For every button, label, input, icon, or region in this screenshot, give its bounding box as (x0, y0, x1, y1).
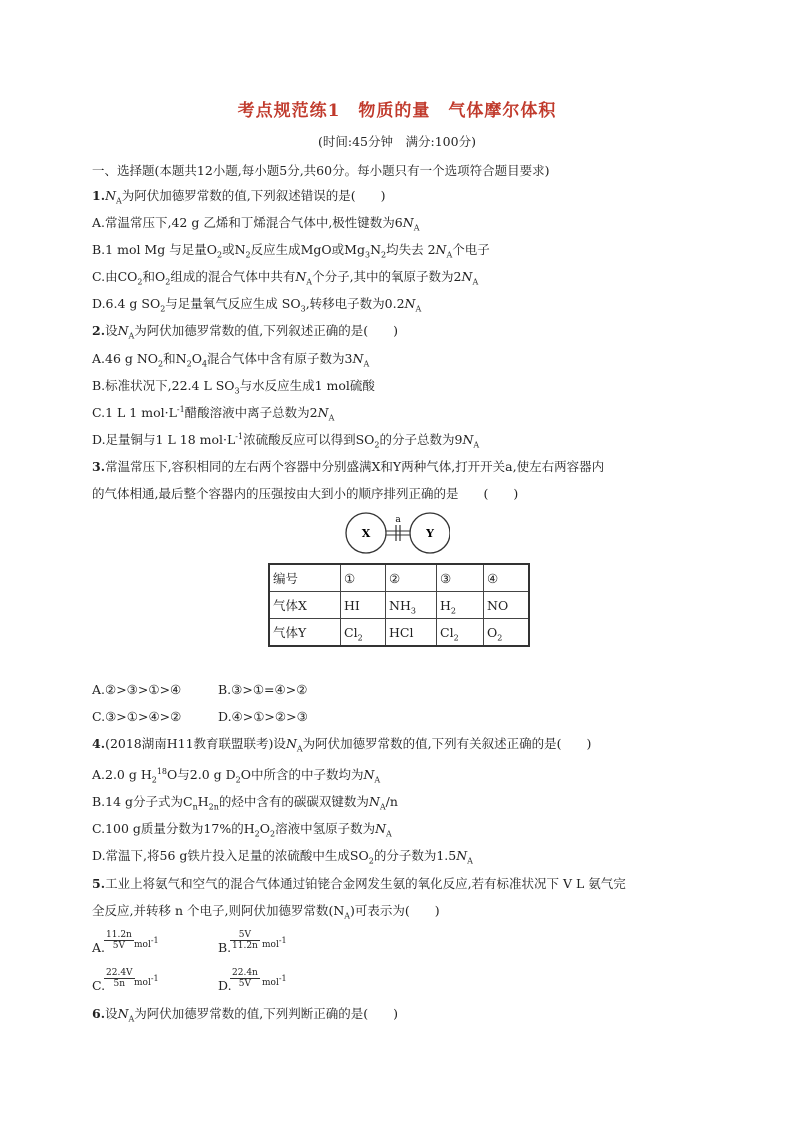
q5-option-c-label: C. (92, 978, 106, 993)
table-cell: ② (386, 564, 437, 592)
section-heading: 一、选择题(本题共12小题,每小题5分,共60分。每小题只有一个选项符合题目要求) (92, 163, 550, 178)
q2-stem: 2.设$N_A$为阿伏加德罗常数的值,下列叙述正确的是( ) (92, 323, 399, 341)
q1-stem: $1.N_A$为阿伏加德罗常数的值,下列叙述错误的是( ) (92, 188, 386, 206)
q2-option-a: A.46 g $NO_2$和$N_2O_4$混合气体中含有原子数为$3N_A$ (92, 351, 370, 369)
table-row (269, 592, 529, 619)
table-cell: HCl (386, 619, 437, 647)
q5-option-b-unit: mol$^{-1}$ (262, 936, 287, 950)
table-cell: 编号 (269, 564, 341, 592)
q5-option-a-label: A. (92, 940, 106, 955)
q4-option-a: A.2.0 g $H_2^{18}O$与2.0 g $D_2O$中所含的中子数均为$N_A$ (92, 766, 381, 785)
q3-option-a: A.②>③>①>④ (92, 682, 182, 697)
q5-option-d-label: D. (218, 978, 232, 993)
table-cell: 气体X (269, 592, 341, 619)
table-row (269, 619, 529, 647)
q5-option-a-unit: mol$^{-1}$ (134, 936, 159, 950)
q4-option-d: D.常温下,将56 g铁片投入足量的浓硫酸中生成$SO_2$的分子数为$1.5N_A$ (92, 848, 473, 866)
q3-stem-line2: 的气体相通,最后整个容器内的压强按由大到小的顺序排列正确的是 ( ) (92, 486, 519, 501)
table-cell: $Cl_2$ (437, 619, 484, 647)
table-cell: $Cl_2$ (341, 619, 386, 647)
container-x-label: X (361, 527, 371, 540)
valve-label: a (395, 515, 401, 525)
q1-option-a: A.常温常压下,42 g 乙烯和丁烯混合气体中,极性键数为$6N_A$ (92, 215, 420, 233)
q1-option-b: B.1 mol Mg 与足量$O_2$或$N_2$反应生成MgO或$Mg_3N_2$均失去 $2N_A$个电子 (92, 242, 490, 260)
q3-option-b: B.③>①=④>② (218, 682, 308, 697)
q5-stem-line2: 全反应,并转移 n 个电子,则阿伏加德罗常数$(N_A)$可表示为( ) (92, 903, 440, 921)
q5-option-b-fraction: $\frac{5V}{11.2n}$ (232, 930, 258, 951)
table-cell: ③ (437, 564, 484, 592)
table-cell: HI (341, 592, 386, 619)
q4-stem: 4.(2018湖南H11教育联盟联考)设$N_A$为阿伏加德罗常数的值,下列有关叙述正确的是( ) (92, 736, 592, 754)
gas-combination-table (268, 563, 530, 647)
q4-option-b: B.14 g分子式为$C_nH_{2n}$的烃中含有的碳碳双键数为$N_A/n$ (92, 794, 398, 812)
table-cell: $H_2$ (437, 592, 484, 619)
q5-option-d-fraction: $\frac{22.4n}{5V}$ (232, 968, 258, 989)
q3-option-d: D.④>①>②>③ (218, 709, 308, 724)
table-cell: ① (341, 564, 386, 592)
q3-option-c: C.③>①>④>② (92, 709, 182, 724)
q4-option-c: C.100 g质量分数为17%的$H_2O_2$溶液中氢原子数为$N_A$ (92, 821, 392, 839)
q5-option-b-label: B. (218, 940, 232, 955)
q5-option-a-fraction: $\frac{11.2n}{5V}$ (106, 930, 132, 951)
table-cell: 气体Y (269, 619, 341, 647)
table-cell: NO (484, 592, 530, 619)
q2-option-d: D.足量铜与1 L 18 $mol\cdot L^{-1}$浓硫酸反应可以得到$SO_2$的分子总数为$9N_A$ (92, 431, 480, 450)
exam-info: (时间:45分钟 满分:100分) (318, 134, 476, 149)
q6-stem: 6.设$N_A$为阿伏加德罗常数的值,下列判断正确的是( ) (92, 1006, 399, 1024)
q5-option-c-fraction: $\frac{22.4V}{5n}$ (106, 968, 133, 989)
gas-container-diagram (344, 510, 450, 556)
q2-option-b: B.标准状况下,22.4 L $SO_3$与水反应生成1 mol硫酸 (92, 378, 375, 396)
table-cell: $NH_3$ (386, 592, 437, 619)
table-row (269, 564, 529, 592)
q5-option-c-unit: mol$^{-1}$ (134, 974, 159, 988)
table-cell: $O_2$ (484, 619, 530, 647)
page-title: 考点规范练1 物质的量 气体摩尔体积 (237, 101, 557, 121)
q2-option-c: C.1 L 1 $mol\cdot L^{-1}$醋酸溶液中离子总数为$2N_A$ (92, 404, 335, 423)
q1-option-c: C.由$CO_2$和$O_2$组成的混合气体中共有$N_A$个分子,其中的氧原子数为$2N_A$ (92, 269, 479, 287)
table-cell: ④ (484, 564, 530, 592)
container-y-label: Y (426, 527, 434, 540)
q5-stem-line1: 5.工业上将氨气和空气的混合气体通过铂铑合金网发生氨的氧化反应,若有标准状况下 V L 氨气完 (92, 876, 626, 891)
q1-option-d: D.6.4 g $SO_2$与足量氧气反应生成 $SO_3$,转移电子数为$0.2N_A$ (92, 296, 422, 314)
q3-stem-line1: 3.常温常压下,容积相同的左右两个容器中分别盛满X和Y两种气体,打开开关a,使左右两容器内 (92, 459, 605, 474)
q5-option-d-unit: mol$^{-1}$ (262, 974, 287, 988)
